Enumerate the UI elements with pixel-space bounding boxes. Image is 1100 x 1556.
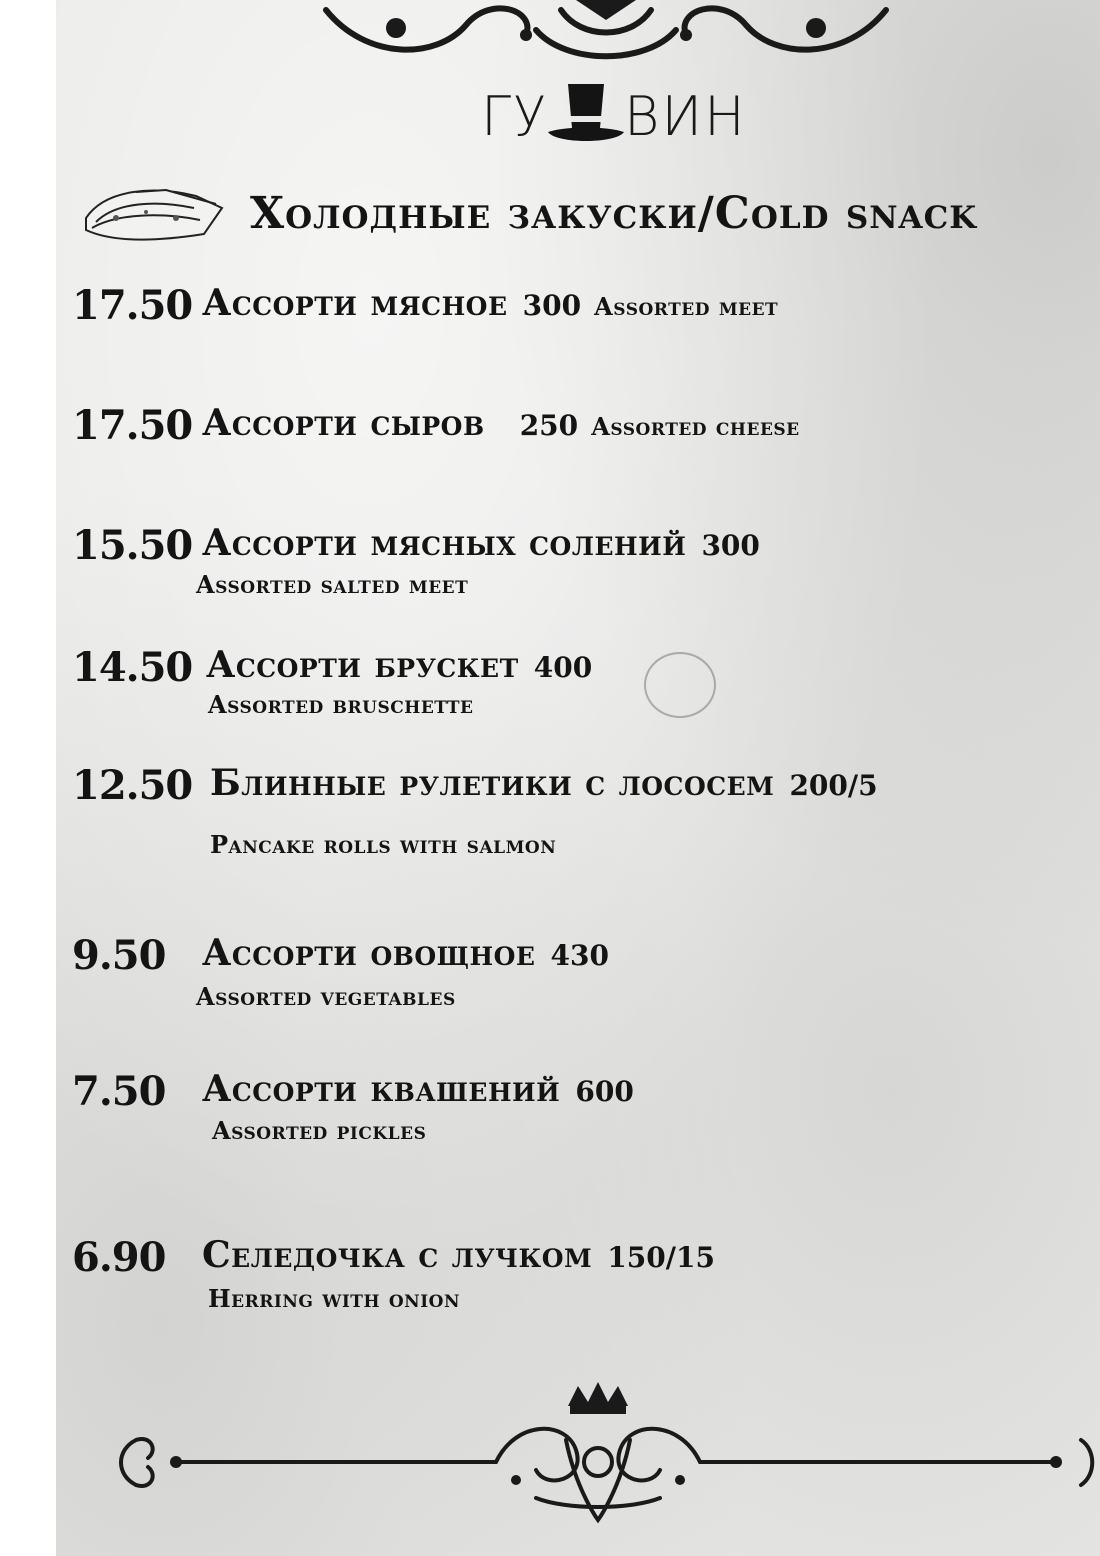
item-price: 7.50: [72, 1068, 166, 1115]
item-price: 9.50: [72, 932, 166, 979]
item-name-line: [206, 644, 592, 686]
item-name-line: [202, 932, 609, 974]
item-english-name: Herring with onion: [208, 1284, 461, 1313]
item-name-line: [202, 402, 800, 444]
item-english-name: Assorted cheese: [591, 412, 800, 441]
item-name-line: [202, 1068, 634, 1110]
item-weight: 300: [522, 289, 582, 322]
item-weight: 150/15: [607, 1241, 715, 1274]
item-english-name: Assorted salted meet: [196, 570, 469, 599]
item-name: Ассорти брускет: [206, 644, 519, 686]
item-name: Ассорти мясное: [202, 282, 508, 324]
brand-logo: [481, 78, 747, 148]
bottom-scroll-ornament: [96, 1380, 1100, 1530]
item-name-line: [210, 762, 878, 804]
item-name: Ассорти овощное: [202, 932, 536, 974]
item-weight: 400: [533, 651, 593, 684]
item-name-line: [202, 282, 778, 324]
item-name: Ассорти сыров: [202, 402, 485, 444]
item-weight: 430: [550, 939, 609, 972]
item-english-name: Assorted meet: [594, 292, 779, 321]
sliced-meat-icon: [76, 178, 228, 248]
section-header: [76, 168, 1036, 258]
item-price: 12.50: [72, 762, 193, 809]
item-price: 17.50: [72, 282, 193, 329]
item-price: 15.50: [72, 522, 193, 569]
item-price: 17.50: [72, 402, 193, 449]
item-english-name: Assorted bruschette: [208, 690, 474, 719]
coffee-stain: [644, 652, 716, 718]
brand-text-left: ГУ: [481, 85, 548, 148]
item-english-name: Pancake rolls with salmon: [210, 830, 557, 859]
section-title: Холодные закуски/Cold snack: [250, 187, 978, 239]
item-price: 6.90: [72, 1234, 166, 1281]
item-price: 14.50: [72, 644, 193, 691]
item-name: Блинные рулетики с лососем: [210, 762, 775, 804]
item-english-name: Assorted pickles: [212, 1116, 427, 1145]
item-name-line: [202, 1234, 715, 1276]
top-hat-icon: [546, 78, 626, 148]
top-scroll-ornament: [306, 0, 906, 70]
item-name: Ассорти квашений: [202, 1068, 561, 1110]
item-weight: 200/5: [789, 769, 878, 802]
item-name: Селедочка с лучком: [202, 1234, 593, 1276]
item-english-name: Assorted vegetables: [196, 982, 456, 1011]
item-weight: 250: [519, 409, 579, 442]
item-name: Ассорти мясных солений: [202, 522, 687, 564]
item-name-line: [202, 522, 760, 564]
brand-text-right: ВИН: [624, 85, 747, 148]
item-weight: 300: [701, 529, 760, 562]
item-weight: 600: [575, 1075, 634, 1108]
menu-page: [56, 0, 1100, 1556]
